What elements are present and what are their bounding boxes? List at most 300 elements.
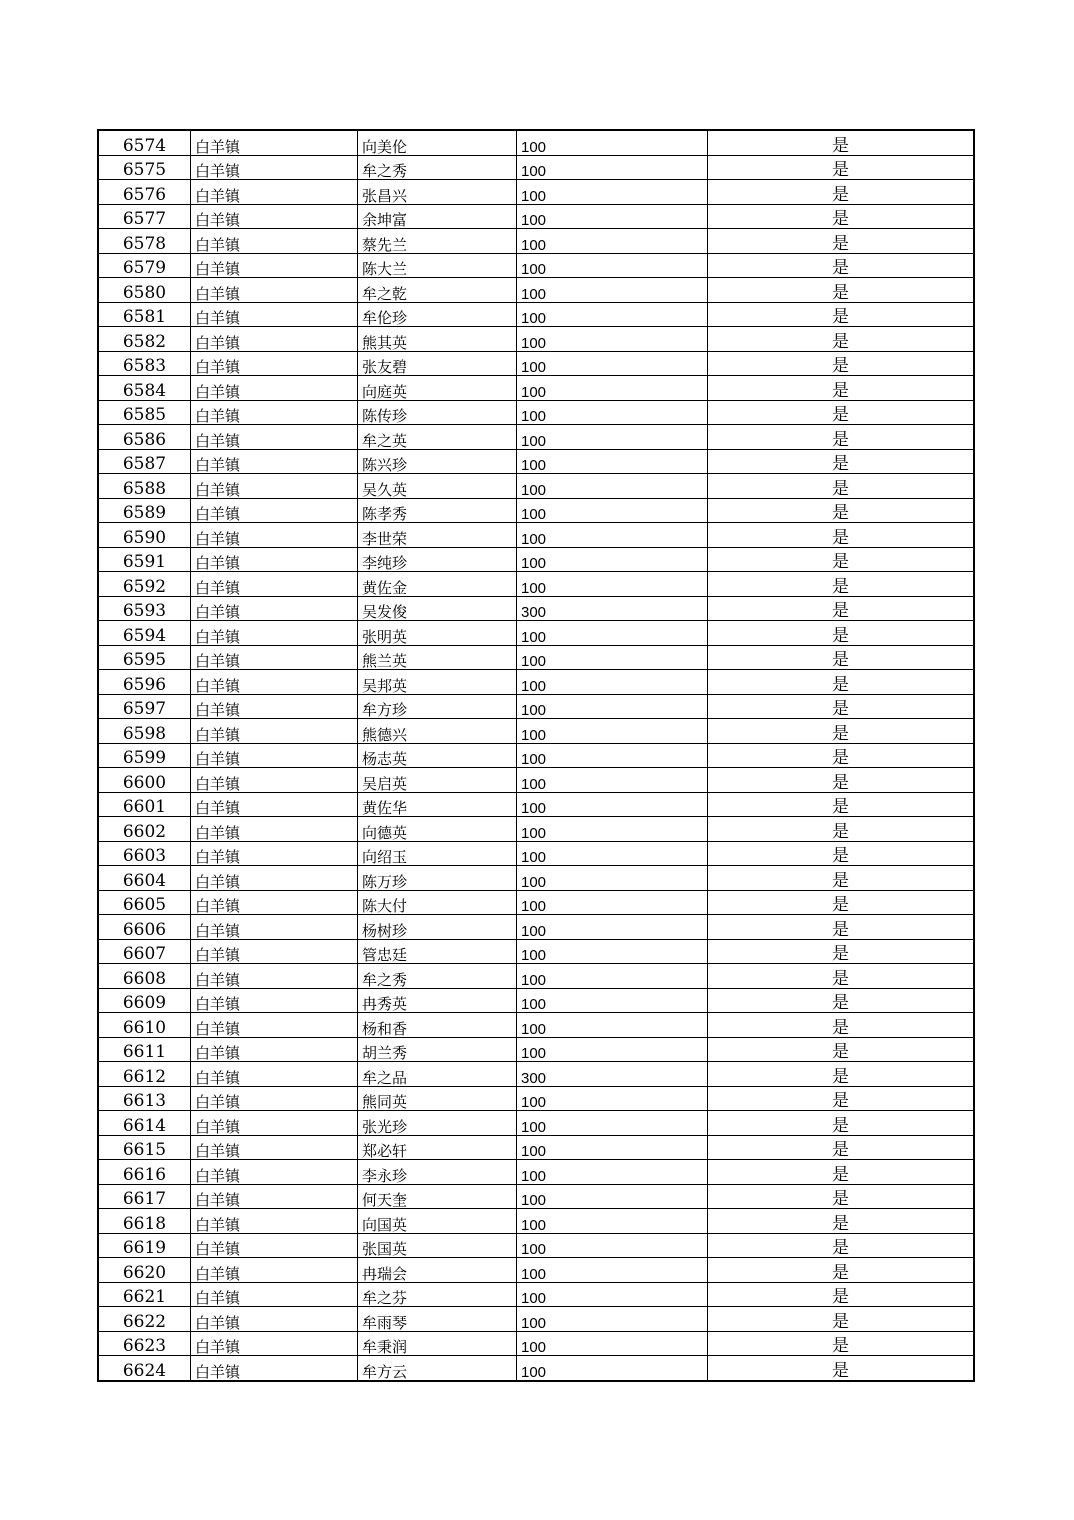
cell-flag: 是 (708, 890, 975, 915)
table-row (98, 768, 974, 793)
cell-flag: 是 (708, 1135, 975, 1160)
cell-number: 6598 (98, 719, 191, 744)
table-row (98, 1013, 974, 1038)
cell-flag: 是 (708, 351, 975, 376)
table-row (98, 302, 974, 327)
cell-amount: 100 (517, 1037, 708, 1062)
table-row (98, 1184, 974, 1209)
cell-number: 6574 (98, 130, 191, 155)
cell-flag: 是 (708, 1062, 975, 1087)
cell-number: 6591 (98, 547, 191, 572)
cell-name: 牟之秀 (358, 155, 517, 180)
cell-number: 6620 (98, 1258, 191, 1283)
table-row (98, 1258, 974, 1283)
cell-amount: 100 (517, 1233, 708, 1258)
cell-amount: 100 (517, 1209, 708, 1234)
cell-amount: 100 (517, 376, 708, 401)
cell-name: 吴久英 (358, 474, 517, 499)
cell-flag: 是 (708, 1258, 975, 1283)
cell-town: 白羊镇 (191, 621, 358, 646)
cell-flag: 是 (708, 1356, 975, 1381)
cell-flag: 是 (708, 1013, 975, 1038)
data-table (97, 129, 975, 1382)
cell-number: 6583 (98, 351, 191, 376)
cell-amount: 100 (517, 964, 708, 989)
cell-name: 牟雨琴 (358, 1307, 517, 1332)
cell-flag: 是 (708, 596, 975, 621)
cell-amount: 100 (517, 817, 708, 842)
cell-name: 李纯珍 (358, 547, 517, 572)
cell-town: 白羊镇 (191, 817, 358, 842)
cell-flag: 是 (708, 964, 975, 989)
cell-name: 杨和香 (358, 1013, 517, 1038)
cell-name: 张光珍 (358, 1111, 517, 1136)
table-row (98, 253, 974, 278)
cell-amount: 100 (517, 155, 708, 180)
cell-amount: 100 (517, 792, 708, 817)
cell-number: 6612 (98, 1062, 191, 1087)
cell-flag: 是 (708, 939, 975, 964)
cell-flag: 是 (708, 1331, 975, 1356)
cell-number: 6619 (98, 1233, 191, 1258)
cell-name: 牟之品 (358, 1062, 517, 1087)
cell-town: 白羊镇 (191, 229, 358, 254)
cell-name: 熊德兴 (358, 719, 517, 744)
cell-amount: 100 (517, 253, 708, 278)
cell-number: 6588 (98, 474, 191, 499)
table-row (98, 645, 974, 670)
cell-amount: 100 (517, 1356, 708, 1381)
table-row (98, 1135, 974, 1160)
cell-town: 白羊镇 (191, 915, 358, 940)
cell-town: 白羊镇 (191, 327, 358, 352)
table-row (98, 694, 974, 719)
cell-number: 6590 (98, 523, 191, 548)
cell-number: 6596 (98, 670, 191, 695)
table-row (98, 988, 974, 1013)
cell-flag: 是 (708, 866, 975, 891)
cell-name: 黄佐华 (358, 792, 517, 817)
cell-name: 陈兴珍 (358, 449, 517, 474)
cell-amount: 100 (517, 1282, 708, 1307)
cell-flag: 是 (708, 1282, 975, 1307)
cell-name: 熊其英 (358, 327, 517, 352)
cell-town: 白羊镇 (191, 130, 358, 155)
cell-amount: 300 (517, 596, 708, 621)
table-row (98, 1086, 974, 1111)
cell-town: 白羊镇 (191, 1282, 358, 1307)
table-row (98, 327, 974, 352)
cell-town: 白羊镇 (191, 1086, 358, 1111)
cell-number: 6615 (98, 1135, 191, 1160)
table-row (98, 1037, 974, 1062)
cell-flag: 是 (708, 1037, 975, 1062)
cell-flag: 是 (708, 645, 975, 670)
cell-name: 向美伦 (358, 130, 517, 155)
table-row (98, 498, 974, 523)
cell-town: 白羊镇 (191, 768, 358, 793)
cell-amount: 100 (517, 302, 708, 327)
cell-number: 6608 (98, 964, 191, 989)
cell-number: 6575 (98, 155, 191, 180)
cell-town: 白羊镇 (191, 1356, 358, 1381)
cell-number: 6609 (98, 988, 191, 1013)
cell-amount: 100 (517, 743, 708, 768)
cell-amount: 100 (517, 645, 708, 670)
cell-town: 白羊镇 (191, 376, 358, 401)
cell-amount: 100 (517, 866, 708, 891)
cell-name: 向庭英 (358, 376, 517, 401)
cell-number: 6610 (98, 1013, 191, 1038)
table-row (98, 596, 974, 621)
cell-name: 李永珍 (358, 1160, 517, 1185)
cell-number: 6600 (98, 768, 191, 793)
table-body (98, 130, 974, 1381)
cell-flag: 是 (708, 155, 975, 180)
cell-name: 牟方珍 (358, 694, 517, 719)
cell-number: 6603 (98, 841, 191, 866)
cell-flag: 是 (708, 474, 975, 499)
cell-name: 向国英 (358, 1209, 517, 1234)
table-row (98, 1331, 974, 1356)
cell-amount: 100 (517, 1331, 708, 1356)
cell-number: 6594 (98, 621, 191, 646)
table-row (98, 376, 974, 401)
cell-number: 6579 (98, 253, 191, 278)
cell-amount: 100 (517, 1258, 708, 1283)
cell-amount: 100 (517, 915, 708, 940)
cell-flag: 是 (708, 670, 975, 695)
cell-flag: 是 (708, 376, 975, 401)
cell-flag: 是 (708, 719, 975, 744)
table-row (98, 866, 974, 891)
cell-number: 6613 (98, 1086, 191, 1111)
cell-amount: 100 (517, 572, 708, 597)
cell-number: 6622 (98, 1307, 191, 1332)
cell-name: 牟方云 (358, 1356, 517, 1381)
cell-town: 白羊镇 (191, 155, 358, 180)
cell-flag: 是 (708, 1233, 975, 1258)
cell-flag: 是 (708, 449, 975, 474)
cell-amount: 100 (517, 523, 708, 548)
cell-name: 牟之秀 (358, 964, 517, 989)
table-row (98, 547, 974, 572)
cell-number: 6580 (98, 278, 191, 303)
cell-flag: 是 (708, 572, 975, 597)
table-row (98, 449, 974, 474)
cell-flag: 是 (708, 841, 975, 866)
cell-amount: 100 (517, 278, 708, 303)
cell-name: 张明英 (358, 621, 517, 646)
cell-number: 6585 (98, 400, 191, 425)
cell-flag: 是 (708, 229, 975, 254)
table-row (98, 1062, 974, 1087)
table-row (98, 1209, 974, 1234)
cell-amount: 100 (517, 719, 708, 744)
cell-amount: 100 (517, 400, 708, 425)
cell-name: 郑必轩 (358, 1135, 517, 1160)
cell-number: 6595 (98, 645, 191, 670)
cell-number: 6584 (98, 376, 191, 401)
cell-name: 管忠廷 (358, 939, 517, 964)
cell-flag: 是 (708, 1184, 975, 1209)
cell-town: 白羊镇 (191, 939, 358, 964)
cell-amount: 100 (517, 498, 708, 523)
cell-amount: 100 (517, 449, 708, 474)
cell-amount: 100 (517, 988, 708, 1013)
cell-town: 白羊镇 (191, 1062, 358, 1087)
cell-flag: 是 (708, 278, 975, 303)
table-row (98, 1160, 974, 1185)
cell-name: 李世荣 (358, 523, 517, 548)
cell-town: 白羊镇 (191, 1160, 358, 1185)
cell-town: 白羊镇 (191, 743, 358, 768)
cell-town: 白羊镇 (191, 792, 358, 817)
table-row (98, 743, 974, 768)
cell-town: 白羊镇 (191, 1209, 358, 1234)
table-row (98, 670, 974, 695)
cell-amount: 100 (517, 474, 708, 499)
cell-name: 牟之乾 (358, 278, 517, 303)
cell-town: 白羊镇 (191, 1013, 358, 1038)
cell-number: 6577 (98, 204, 191, 229)
table-row (98, 792, 974, 817)
cell-town: 白羊镇 (191, 204, 358, 229)
cell-name: 胡兰秀 (358, 1037, 517, 1062)
cell-amount: 100 (517, 180, 708, 205)
table-row (98, 1356, 974, 1381)
cell-amount: 100 (517, 204, 708, 229)
cell-flag: 是 (708, 204, 975, 229)
cell-amount: 100 (517, 1160, 708, 1185)
cell-number: 6581 (98, 302, 191, 327)
cell-flag: 是 (708, 302, 975, 327)
cell-town: 白羊镇 (191, 719, 358, 744)
cell-name: 冉瑞会 (358, 1258, 517, 1283)
table-row (98, 964, 974, 989)
table-row (98, 155, 974, 180)
cell-name: 向德英 (358, 817, 517, 842)
cell-town: 白羊镇 (191, 964, 358, 989)
cell-flag: 是 (708, 523, 975, 548)
cell-flag: 是 (708, 130, 975, 155)
cell-flag: 是 (708, 498, 975, 523)
cell-flag: 是 (708, 915, 975, 940)
table-row (98, 572, 974, 597)
cell-name: 牟之英 (358, 425, 517, 450)
cell-flag: 是 (708, 694, 975, 719)
cell-town: 白羊镇 (191, 890, 358, 915)
cell-name: 张友碧 (358, 351, 517, 376)
cell-town: 白羊镇 (191, 988, 358, 1013)
cell-name: 余坤富 (358, 204, 517, 229)
cell-name: 牟伦珍 (358, 302, 517, 327)
cell-number: 6606 (98, 915, 191, 940)
cell-number: 6589 (98, 498, 191, 523)
cell-name: 陈大付 (358, 890, 517, 915)
cell-town: 白羊镇 (191, 523, 358, 548)
table-row (98, 915, 974, 940)
cell-flag: 是 (708, 1307, 975, 1332)
cell-number: 6614 (98, 1111, 191, 1136)
cell-town: 白羊镇 (191, 1258, 358, 1283)
cell-number: 6604 (98, 866, 191, 891)
cell-number: 6576 (98, 180, 191, 205)
cell-name: 向绍玉 (358, 841, 517, 866)
cell-flag: 是 (708, 327, 975, 352)
cell-flag: 是 (708, 817, 975, 842)
cell-name: 吴启英 (358, 768, 517, 793)
cell-amount: 100 (517, 670, 708, 695)
cell-amount: 100 (517, 768, 708, 793)
cell-town: 白羊镇 (191, 425, 358, 450)
table-row (98, 1111, 974, 1136)
cell-town: 白羊镇 (191, 400, 358, 425)
cell-name: 陈传珍 (358, 400, 517, 425)
cell-town: 白羊镇 (191, 1307, 358, 1332)
cell-number: 6607 (98, 939, 191, 964)
cell-flag: 是 (708, 768, 975, 793)
cell-amount: 100 (517, 229, 708, 254)
cell-amount: 100 (517, 351, 708, 376)
cell-name: 张昌兴 (358, 180, 517, 205)
cell-town: 白羊镇 (191, 694, 358, 719)
cell-amount: 100 (517, 1086, 708, 1111)
cell-flag: 是 (708, 1111, 975, 1136)
cell-number: 6616 (98, 1160, 191, 1185)
cell-flag: 是 (708, 743, 975, 768)
cell-town: 白羊镇 (191, 572, 358, 597)
cell-amount: 100 (517, 425, 708, 450)
table-row (98, 400, 974, 425)
cell-town: 白羊镇 (191, 547, 358, 572)
cell-town: 白羊镇 (191, 474, 358, 499)
table-row (98, 204, 974, 229)
cell-town: 白羊镇 (191, 596, 358, 621)
cell-number: 6586 (98, 425, 191, 450)
cell-flag: 是 (708, 1209, 975, 1234)
cell-amount: 100 (517, 327, 708, 352)
cell-amount: 100 (517, 1013, 708, 1038)
cell-name: 杨志英 (358, 743, 517, 768)
cell-amount: 100 (517, 841, 708, 866)
cell-flag: 是 (708, 792, 975, 817)
cell-number: 6592 (98, 572, 191, 597)
cell-name: 蔡先兰 (358, 229, 517, 254)
cell-town: 白羊镇 (191, 1331, 358, 1356)
cell-flag: 是 (708, 1086, 975, 1111)
cell-town: 白羊镇 (191, 1135, 358, 1160)
table-row (98, 229, 974, 254)
cell-town: 白羊镇 (191, 1184, 358, 1209)
cell-town: 白羊镇 (191, 866, 358, 891)
cell-amount: 100 (517, 890, 708, 915)
cell-flag: 是 (708, 547, 975, 572)
cell-town: 白羊镇 (191, 180, 358, 205)
cell-town: 白羊镇 (191, 1111, 358, 1136)
table-row (98, 939, 974, 964)
cell-amount: 300 (517, 1062, 708, 1087)
cell-number: 6611 (98, 1037, 191, 1062)
table-row (98, 817, 974, 842)
cell-amount: 100 (517, 1184, 708, 1209)
table-row (98, 130, 974, 155)
cell-number: 6617 (98, 1184, 191, 1209)
cell-number: 6618 (98, 1209, 191, 1234)
cell-name: 熊同英 (358, 1086, 517, 1111)
cell-town: 白羊镇 (191, 841, 358, 866)
cell-town: 白羊镇 (191, 302, 358, 327)
cell-town: 白羊镇 (191, 1233, 358, 1258)
cell-town: 白羊镇 (191, 253, 358, 278)
cell-town: 白羊镇 (191, 449, 358, 474)
cell-name: 牟之芬 (358, 1282, 517, 1307)
table-row (98, 1282, 974, 1307)
cell-number: 6621 (98, 1282, 191, 1307)
cell-name: 陈孝秀 (358, 498, 517, 523)
table-row (98, 841, 974, 866)
cell-amount: 100 (517, 621, 708, 646)
cell-flag: 是 (708, 621, 975, 646)
cell-name: 杨树珍 (358, 915, 517, 940)
cell-number: 6623 (98, 1331, 191, 1356)
cell-number: 6602 (98, 817, 191, 842)
cell-number: 6587 (98, 449, 191, 474)
cell-name: 黄佐金 (358, 572, 517, 597)
table-row (98, 523, 974, 548)
cell-flag: 是 (708, 253, 975, 278)
cell-flag: 是 (708, 400, 975, 425)
cell-flag: 是 (708, 1160, 975, 1185)
cell-number: 6578 (98, 229, 191, 254)
table-row (98, 719, 974, 744)
cell-flag: 是 (708, 180, 975, 205)
cell-number: 6593 (98, 596, 191, 621)
cell-name: 吴邦英 (358, 670, 517, 695)
cell-flag: 是 (708, 988, 975, 1013)
table-row (98, 1307, 974, 1332)
cell-name: 熊兰英 (358, 645, 517, 670)
table-row (98, 425, 974, 450)
cell-name: 张国英 (358, 1233, 517, 1258)
cell-amount: 100 (517, 1135, 708, 1160)
cell-name: 冉秀英 (358, 988, 517, 1013)
cell-name: 吴发俊 (358, 596, 517, 621)
cell-town: 白羊镇 (191, 351, 358, 376)
cell-amount: 100 (517, 1307, 708, 1332)
table-row (98, 351, 974, 376)
table-row (98, 1233, 974, 1258)
cell-town: 白羊镇 (191, 498, 358, 523)
cell-number: 6601 (98, 792, 191, 817)
cell-flag: 是 (708, 425, 975, 450)
cell-name: 牟秉润 (358, 1331, 517, 1356)
cell-town: 白羊镇 (191, 670, 358, 695)
cell-town: 白羊镇 (191, 278, 358, 303)
table-row (98, 890, 974, 915)
cell-amount: 100 (517, 547, 708, 572)
cell-name: 陈万珍 (358, 866, 517, 891)
cell-amount: 100 (517, 939, 708, 964)
cell-amount: 100 (517, 694, 708, 719)
table-row (98, 621, 974, 646)
table-row (98, 180, 974, 205)
cell-name: 何天奎 (358, 1184, 517, 1209)
cell-number: 6599 (98, 743, 191, 768)
cell-number: 6605 (98, 890, 191, 915)
table-row (98, 278, 974, 303)
cell-amount: 100 (517, 130, 708, 155)
